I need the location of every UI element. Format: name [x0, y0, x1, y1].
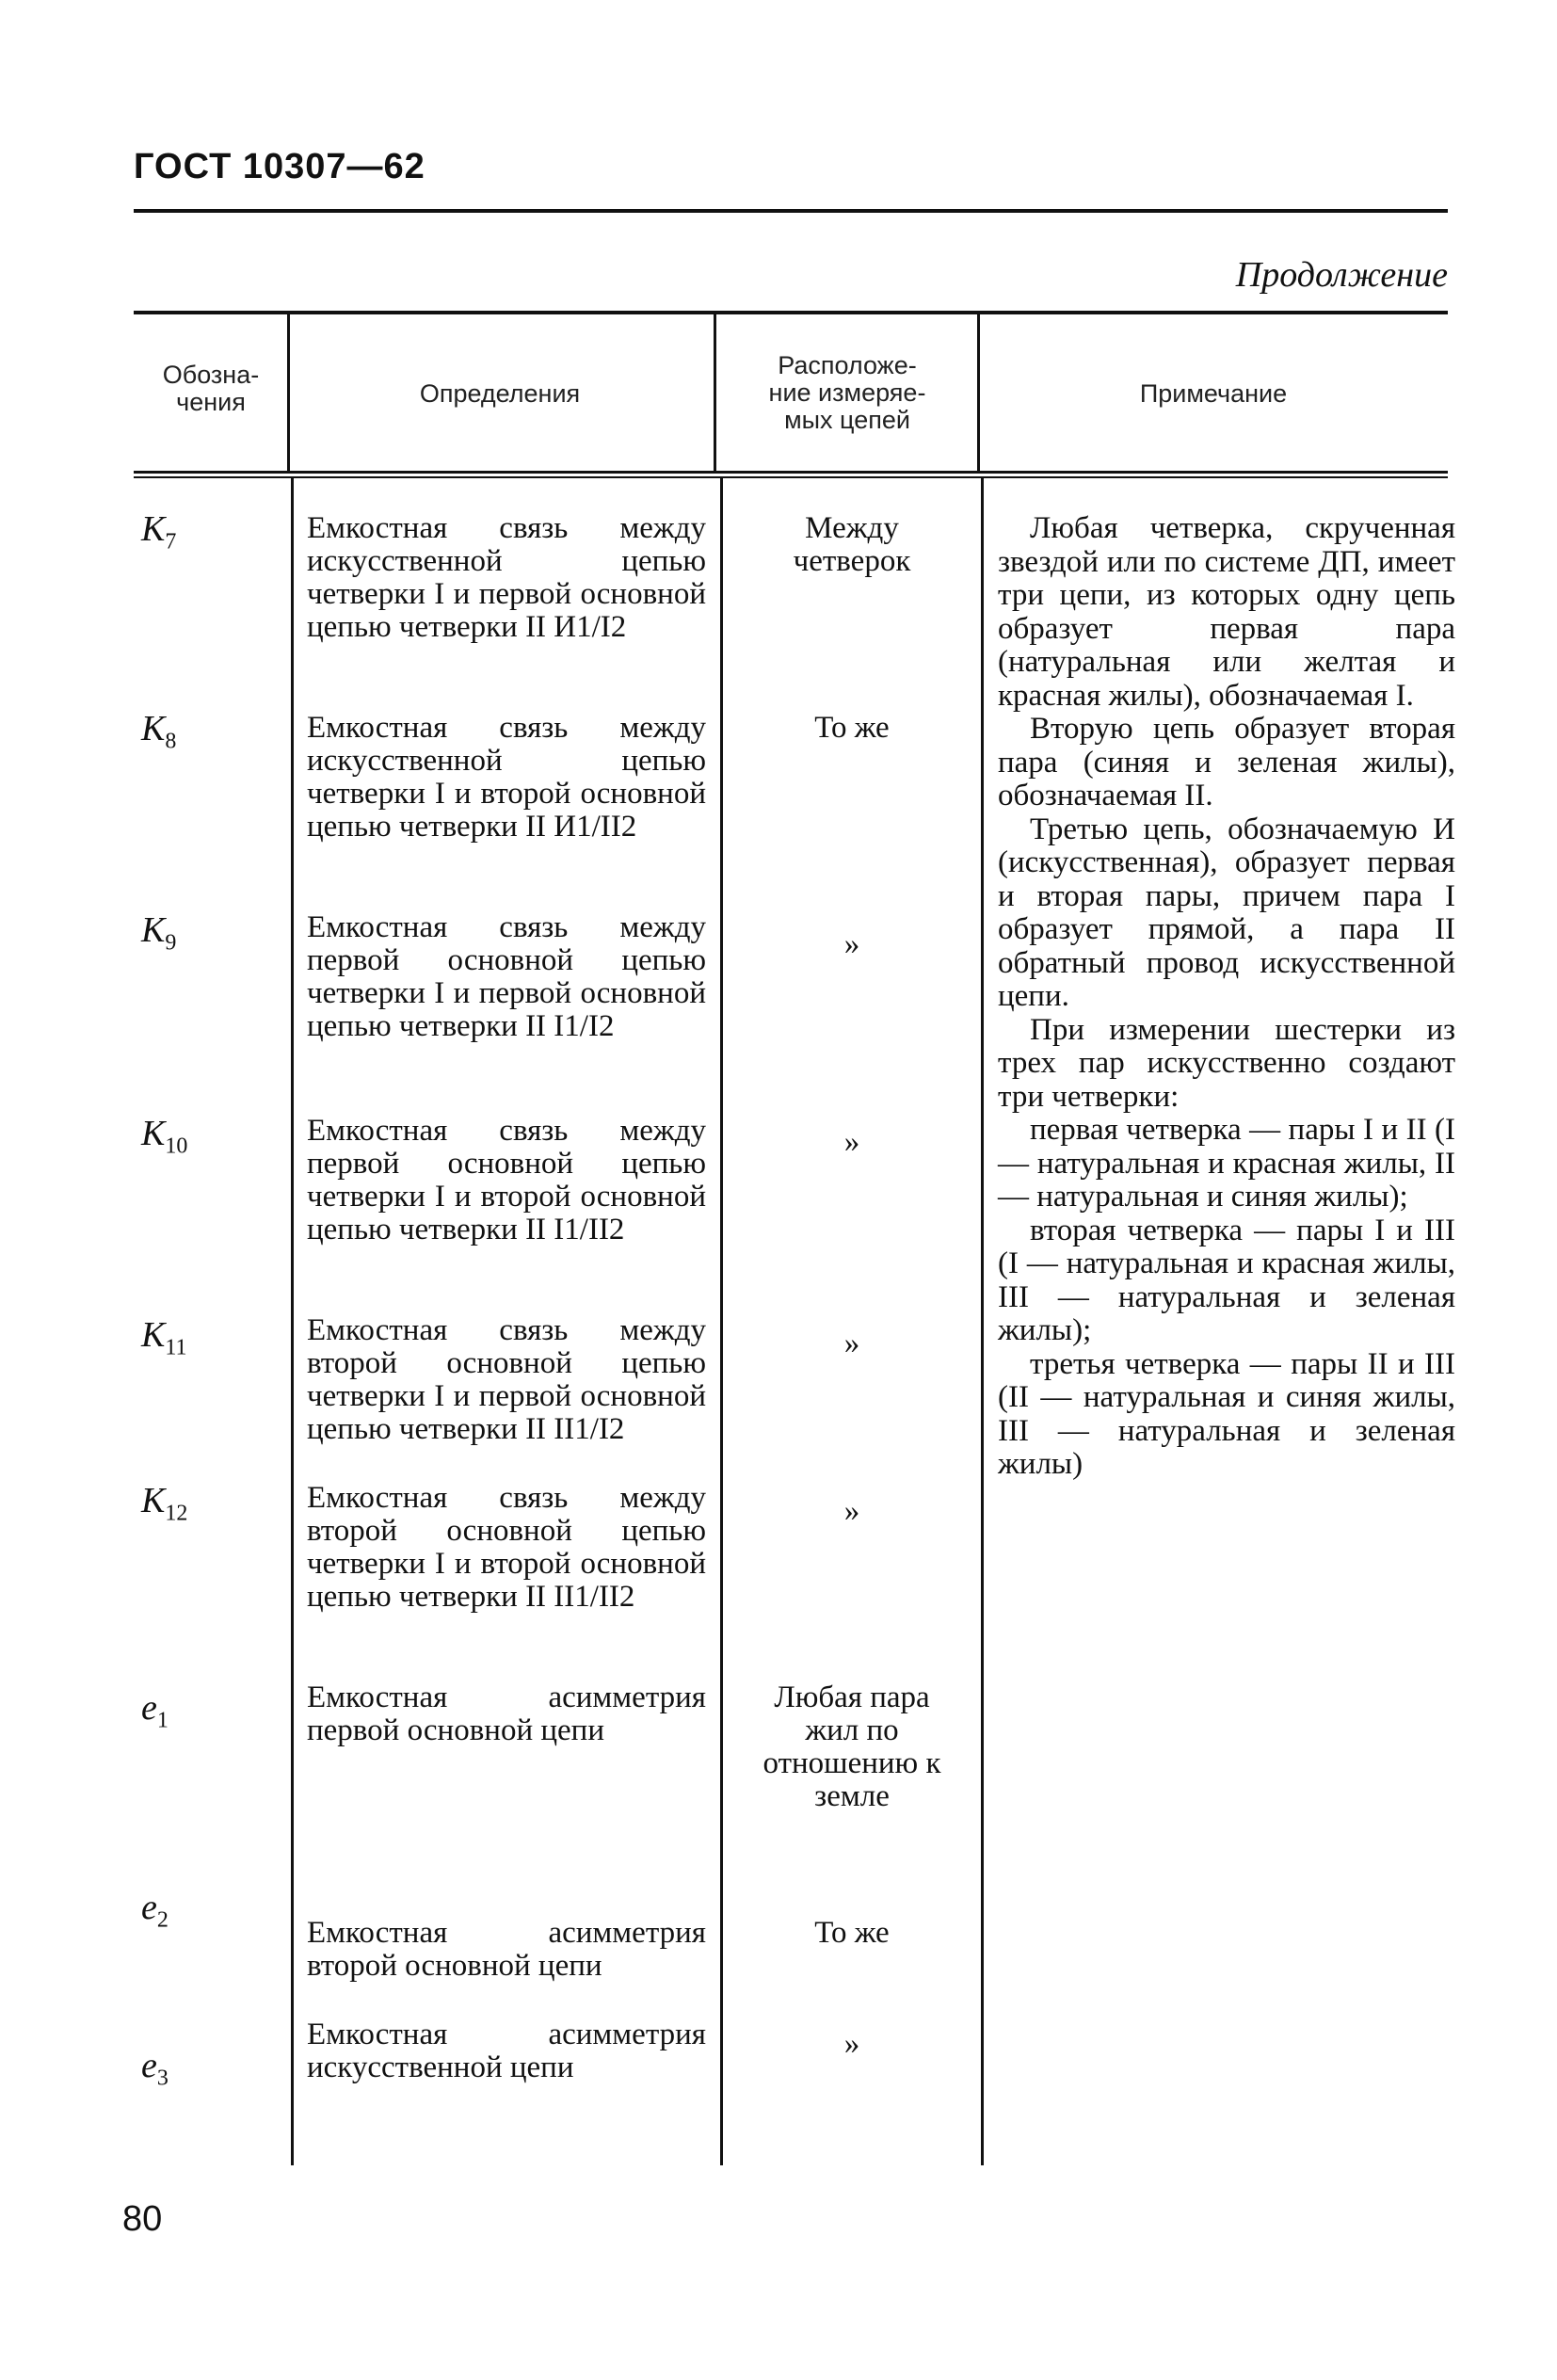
row-code: $K_{10}$ — [141, 1114, 188, 1159]
row-definition: Емкостная асимметрия второй основной цепи — [307, 1916, 706, 1983]
note-paragraph: первая четверка — пары I и II (I — натуральная и красная жилы, II — натуральная и синяя жилы); — [998, 1113, 1455, 1214]
row-definition: Емкостная асимметрия первой основной цепи — [307, 1680, 706, 1747]
row-definition: Емкостная связь между второй основной цепью четверки I и первой основной цепью четверки II II1/I2 — [307, 1313, 706, 1446]
continuation-label: Продолжение — [1235, 255, 1448, 295]
row-location: » — [843, 1125, 860, 1159]
row-definition: Емкостная связь между первой основной цепью четверки I и первой основной цепью четверки II I1/I2 — [307, 910, 706, 1043]
row-location: » — [843, 2027, 860, 2061]
note-text — [998, 512, 1455, 1482]
row-code: $e_2$ — [141, 1888, 169, 1933]
row-location: Любая пара жил по отношению к земле — [762, 1680, 941, 1813]
row-code: $K_{12}$ — [141, 1481, 188, 1526]
row-code: $e_3$ — [141, 2046, 169, 2091]
header-bottom-rule-2 — [134, 476, 1448, 478]
col-divider-2 — [714, 314, 716, 471]
col-header-definition: Определения — [419, 379, 581, 408]
note-paragraph: Вторую цепь образует вторая пара (синяя и зеленая жилы), обозначаемая II. — [998, 712, 1455, 812]
header-rule — [134, 209, 1448, 213]
row-location: » — [843, 927, 860, 961]
row-location: То же — [814, 1916, 890, 1950]
row-location: » — [843, 1327, 860, 1360]
row-definition: Емкостная асимметрия искусственной цепи — [307, 2018, 706, 2084]
table-top-rule — [134, 311, 1448, 314]
col-divider-2-body — [720, 478, 723, 2165]
col-divider-3-body — [981, 478, 984, 2165]
row-location: » — [843, 1494, 860, 1528]
col-divider-1-body — [291, 478, 294, 2165]
row-code: $K_8$ — [141, 709, 177, 754]
row-location: То же — [814, 711, 890, 745]
row-code: $K_{11}$ — [141, 1315, 187, 1360]
col-divider-3 — [977, 314, 980, 471]
header-bottom-rule — [134, 471, 1448, 474]
row-code: $e_1$ — [141, 1688, 169, 1733]
row-code: $K_7$ — [141, 509, 177, 555]
note-paragraph: При измерении шестерки из трех пар искусственно создают три четверки: — [998, 1012, 1455, 1114]
row-definition: Емкостная связь между первой основной цепью четверки I и второй основной цепью четверки II I1/II2 — [307, 1114, 706, 1246]
note-paragraph: вторая четверка — пары I и III (I — натуральная и красная жилы, III — натуральная и зеленая жилы); — [998, 1213, 1455, 1347]
document-code: ГОСТ 10307—62 — [134, 147, 425, 186]
row-location: Между четверок — [793, 511, 911, 578]
row-definition: Емкостная связь между искусственной цепью четверки I и второй основной цепью четверки II И1/II2 — [307, 711, 706, 844]
row-definition: Емкостная связь между второй основной цепью четверки I и второй основной цепью четверки II II1/II2 — [307, 1481, 706, 1614]
col-divider-1 — [287, 314, 290, 471]
note-paragraph: третья четверка — пары II и III (II — натуральная и синяя жилы, III — натуральная и зеленая жилы) — [998, 1346, 1455, 1481]
note-paragraph: Любая четверка, скрученная звездой или по системе ДП, имеет три цепи, из которых одну цепь образует первая пара (натуральная или желтая и красная жилы), обозначаемая I. — [998, 511, 1455, 713]
col-header-designation: Обозна- чения — [162, 361, 260, 417]
page-number: 80 — [122, 2199, 163, 2239]
col-header-note: Примечание — [1139, 379, 1288, 408]
row-code: $K_9$ — [141, 910, 177, 956]
row-definition: Емкостная связь между искусственной цепью четверки I и первой основной цепью четверки II И1/I2 — [307, 511, 706, 644]
col-header-location: Расположе- ние измеряе- мых цепей — [768, 351, 926, 435]
note-paragraph: Третью цепь, обозначаемую И (искусственная), образует первая и вторая пары, причем пара I образует прямой, а пара II обратный провод искусственной цепи. — [998, 812, 1455, 1013]
